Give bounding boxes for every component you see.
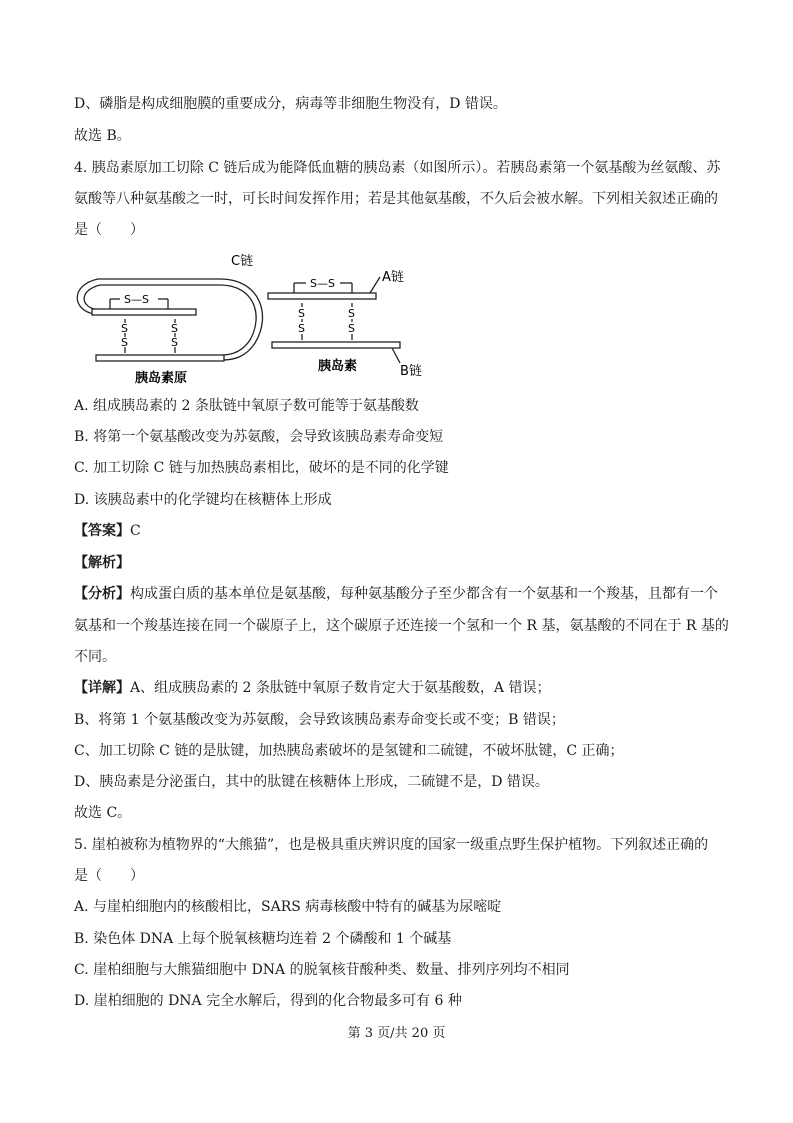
option-a: A. 组成胰岛素的 2 条肽链中氧原子数可能等于氨基酸数 [74,398,419,414]
insulin-label: 胰岛素 [318,359,358,374]
option-c: C. 崖柏细胞与大熊猫细胞中 DNA 的脱氧核苷酸种类、数量、排列序列均不相同 [74,962,570,978]
analysis-line: 不同。 [74,649,116,665]
answer-value: C [130,523,141,539]
bond-label: S—S [310,277,335,290]
detail-tag: 【详解】 [74,680,130,696]
detail-line: 故选 C。 [74,805,132,821]
a-chain-label: A链 [382,270,404,285]
text-line: D、磷脂是构成细胞膜的重要成分，病毒等非细胞生物没有，D 错误。 [74,96,507,112]
detail-text: A、组成胰岛素的 2 条肽链中氧原子数肯定大于氨基酸数，A 错误； [130,680,551,696]
detail-line: D、胰岛素是分泌蛋白，其中的肽键在核糖体上形成，二硫键不是，D 错误。 [74,774,549,790]
question-4-stem: 是（ ） [74,222,144,238]
answer-tag: 【答案】 [74,523,130,539]
bond-s: S [298,322,305,335]
proinsulin-label: 胰岛素原 [135,371,188,386]
fenxi-text: 构成蛋白质的基本单位是氨基酸，每种氨基酸分子至少都含有一个氨基和一个羧基，且都有一个 [130,586,718,602]
option-b: B. 将第一个氨基酸改变为苏氨酸，会导致该胰岛素寿命变短 [74,429,444,445]
c-chain-label: C链 [231,254,254,269]
question-5-stem: 5. 崖柏被称为植物界的“大熊猫”，也是极具重庆辨识度的国家一级重点野生保护植物。下列叙述正确的 [74,837,709,853]
option-d: D. 该胰岛素中的化学键均在核糖体上形成 [74,492,332,508]
bond-s: S [121,322,128,335]
analysis-line: 氨基和一个羧基连接在同一个碳原子上，这个碳原子还连接一个氢和一个 R 基，氨基酸的不同在于 R 基的 [74,618,729,634]
option-a: A. 与崖柏细胞内的核酸相比，SARS 病毒核酸中特有的碱基为尿嘧啶 [74,899,502,915]
fenxi-tag: 【分析】 [74,586,130,602]
option-d: D. 崖柏细胞的 DNA 完全水解后，得到的化合物最多可有 6 种 [74,993,462,1009]
insulin-figure [70,245,440,390]
option-b: B. 染色体 DNA 上每个脱氧核糖均连着 2 个磷酸和 1 个碱基 [74,931,452,947]
bond-s: S [298,307,305,320]
bond-s: S [171,336,178,349]
bond-s: S [121,336,128,349]
analysis-heading [74,553,130,573]
question-5-stem: 是（ ） [74,868,144,884]
question-4-stem: 氨酸等八种氨基酸之一时，可长时间发挥作用；若是其他氨基酸，不久后会被水解。下列相关叙述正确的 [74,191,718,207]
analysis-line [74,584,718,604]
analysis-tag: 【解析】 [74,555,130,571]
proinsulin-diagram [77,279,262,361]
b-chain-label: B链 [400,364,422,379]
text-line: 故选 B。 [74,128,131,144]
bond-s: S [348,307,355,320]
detail-line: B、将第 1 个氨基酸改变为苏氨酸，会导致该胰岛素寿命变长或不变；B 错误； [74,712,565,728]
detail-line: C、加工切除 C 链的是肽键，加热胰岛素破坏的是氢键和二硫键，不破坏肽键，C 正确； [74,743,624,759]
detail-line [74,678,550,698]
bond-label: S—S [124,293,149,306]
question-4-stem: 4. 胰岛素原加工切除 C 链后成为能降低血糖的胰岛素（如图所示）。若胰岛素第一个氨基酸为丝氨酸、苏 [74,160,721,176]
answer-line [74,521,141,541]
bond-s: S [348,322,355,335]
bond-s: S [171,322,178,335]
option-c: C. 加工切除 C 链与加热胰岛素相比，破坏的是不同的化学键 [74,460,449,476]
page-footer: 第 3 页/共 20 页 [347,1026,446,1041]
